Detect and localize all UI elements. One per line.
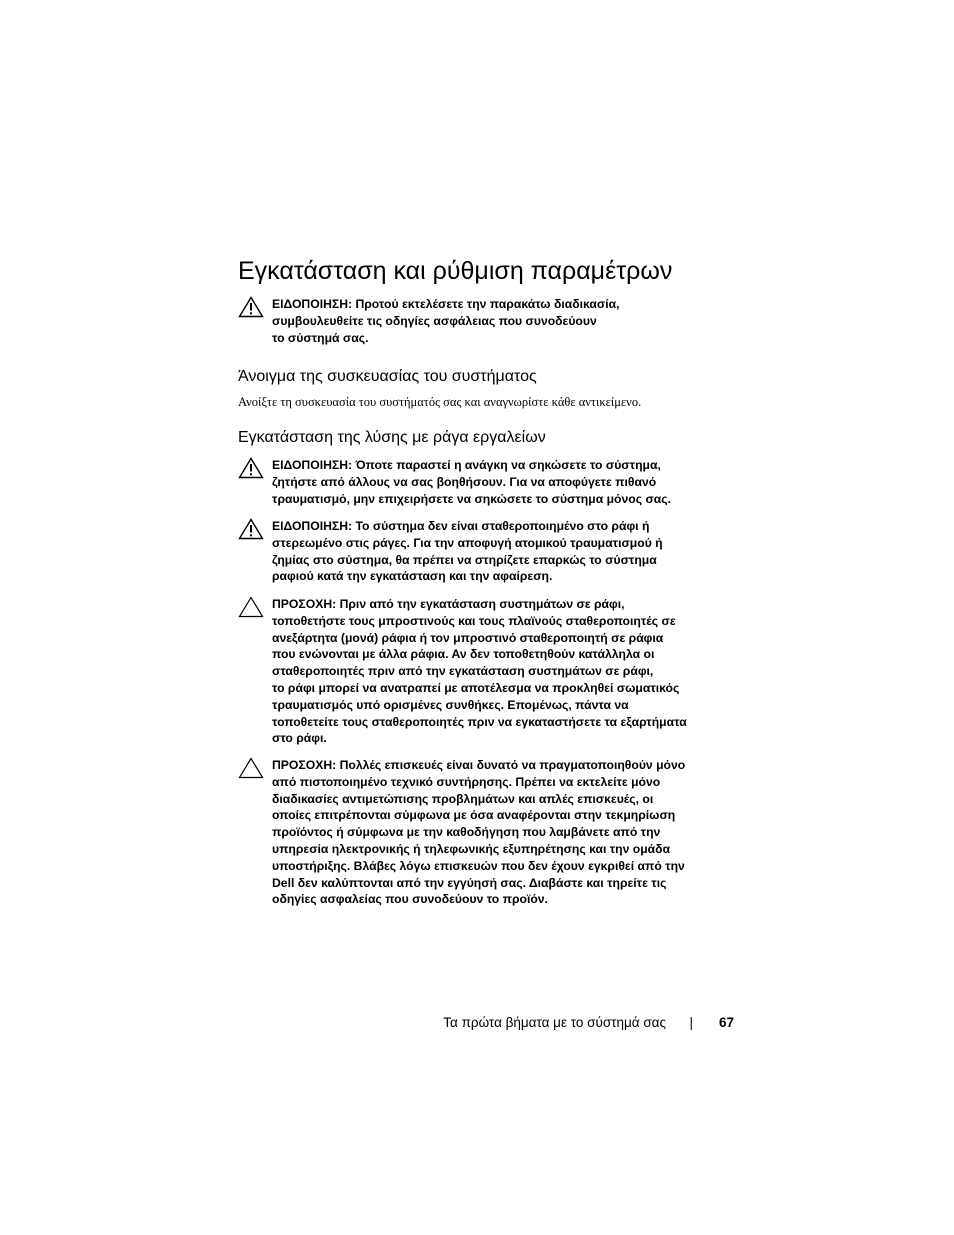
footer-title: Τα πρώτα βήματα με το σύστημά σας xyxy=(443,1015,666,1030)
notice-line: Πολλές επισκευές είναι δυνατό να πραγματοποιηθούν μόνο xyxy=(339,758,686,772)
unpack-body-text: Ανοίξτε τη συσκευασία του συστήματός σας και αναγνωρίστε κάθε αντικείμενο. xyxy=(238,395,642,409)
caution-notice xyxy=(238,757,738,908)
notice-line: το ράφι μπορεί να ανατραπεί με αποτέλεσμα να προκληθεί σωματικός xyxy=(272,680,680,695)
notice-line: ζημίας στο σύστημα, θα πρέπει να στηρίζετε επαρκώς το σύστημα xyxy=(272,552,657,567)
notice-line: τοποθετείτε τους σταθεροποιητές πριν να εγκαταστήσετε τα εξαρτήματα xyxy=(272,714,687,729)
notice-line: οδηγίες ασφαλείας που συνοδεύουν το προϊόν. xyxy=(272,892,548,907)
notice-line: διαδικασίες αντιμετώπισης προβλημάτων και απλές επισκευές, οι xyxy=(272,791,654,806)
warning-icon xyxy=(238,518,264,540)
caution-label: ΠΡΟΣΟΧΗ: xyxy=(272,597,337,611)
notice-line: Το σύστημα δεν είναι σταθεροποιημένο στο ράφι ή xyxy=(355,519,650,533)
warning-label: ΕΙΔΟΠΟΙΗΣΗ: xyxy=(272,458,353,472)
notice-line: τοποθετήστε τους μπροστινούς και τους πλαϊνούς σταθεροποιητές σε xyxy=(272,613,676,628)
notice-line: Προτού εκτελέσετε την παρακάτω διαδικασία, xyxy=(355,297,620,311)
caution-label: ΠΡΟΣΟΧΗ: xyxy=(272,758,337,772)
notice-line: συμβουλευθείτε τις οδηγίες ασφάλειας που συνοδεύουν xyxy=(272,313,597,328)
footer-separator: | xyxy=(689,1015,693,1030)
notice-line: σταθεροποιητές πριν από την εγκατάσταση συστημάτων σε ράφι, xyxy=(272,664,654,679)
caution-notice xyxy=(238,596,738,747)
notice-line: στο ράφι. xyxy=(272,731,327,746)
notice-line: Dell δεν καλύπτονται από την εγγύησή σας. Διαβάστε και τηρείτε τις xyxy=(272,875,667,890)
section-heading-rails: Εγκατάσταση της λύσης με ράγα εργαλείων xyxy=(238,429,546,446)
notice-line: που ενώνονται με άλλα ράφια. Αν δεν τοποθετηθούν κατάλληλα οι xyxy=(272,647,655,662)
notice-line: στερεωμένο στις ράγες. Για την αποφυγή ατομικού τραυματισμού ή xyxy=(272,535,663,550)
page-title: Εγκατάσταση και ρύθμιση παραμέτρων xyxy=(238,257,673,285)
notice-line: υποστήριξης. Βλάβες λόγω επισκευών που δεν έχουν εγκριθεί από την xyxy=(272,858,685,873)
notice-line: Πριν από την εγκατάσταση συστημάτων σε ράφι, xyxy=(339,597,625,611)
caution-icon xyxy=(238,596,264,618)
notice-line: ραφιού κατά την εγκατάσταση και την αφαίρεση. xyxy=(272,569,553,584)
warning-label: ΕΙΔΟΠΟΙΗΣΗ: xyxy=(272,297,353,311)
warning-label: ΕΙΔΟΠΟΙΗΣΗ: xyxy=(272,519,353,533)
notice-line: το σύστημά σας. xyxy=(272,330,369,345)
notice-line: προϊόντος ή σύμφωνα με την καθοδήγηση που λαμβάνετε από την xyxy=(272,825,661,840)
warning-notice xyxy=(238,457,738,507)
notice-line: ζητήστε από άλλους να σας βοηθήσουν. Για να αποφύγετε πιθανό xyxy=(272,474,657,489)
page-footer xyxy=(420,1015,740,1035)
page-number: 67 xyxy=(718,1015,734,1030)
notice-line: Όποτε παραστεί η ανάγκη να σηκώσετε το σύστημα, xyxy=(355,458,661,472)
notice-line: από πιστοποιημένο τεχνικό συντήρησης. Πρέπει να εκτελείτε μόνο xyxy=(272,774,661,789)
section-heading-unpack: Άνοιγμα της συσκευασίας του συστήματος xyxy=(238,368,537,385)
notice-line: οποίες επιτρέπονται σύμφωνα με όσα αναφέρονται στην τεκμηρίωση xyxy=(272,808,676,823)
notice-line: τραυματισμός υπό ορισμένες συνθήκες. Επομένως, πάντα να xyxy=(272,697,629,712)
notice-line: τραυματισμό, μην επιχειρήσετε να σηκώσετε το σύστημα μόνος σας. xyxy=(272,491,671,506)
warning-icon xyxy=(238,296,264,318)
notice-line: ανεξάρτητα (μονά) ράφια ή τον μπροστινό σταθεροποιητή σε ράφια xyxy=(272,630,664,645)
warning-notice xyxy=(238,296,738,346)
warning-notice xyxy=(238,518,738,585)
notice-line: υπηρεσία ηλεκτρονικής ή τηλεφωνικής εξυπηρέτησης και την ομάδα xyxy=(272,841,671,856)
warning-icon xyxy=(238,457,264,479)
caution-icon xyxy=(238,757,264,779)
